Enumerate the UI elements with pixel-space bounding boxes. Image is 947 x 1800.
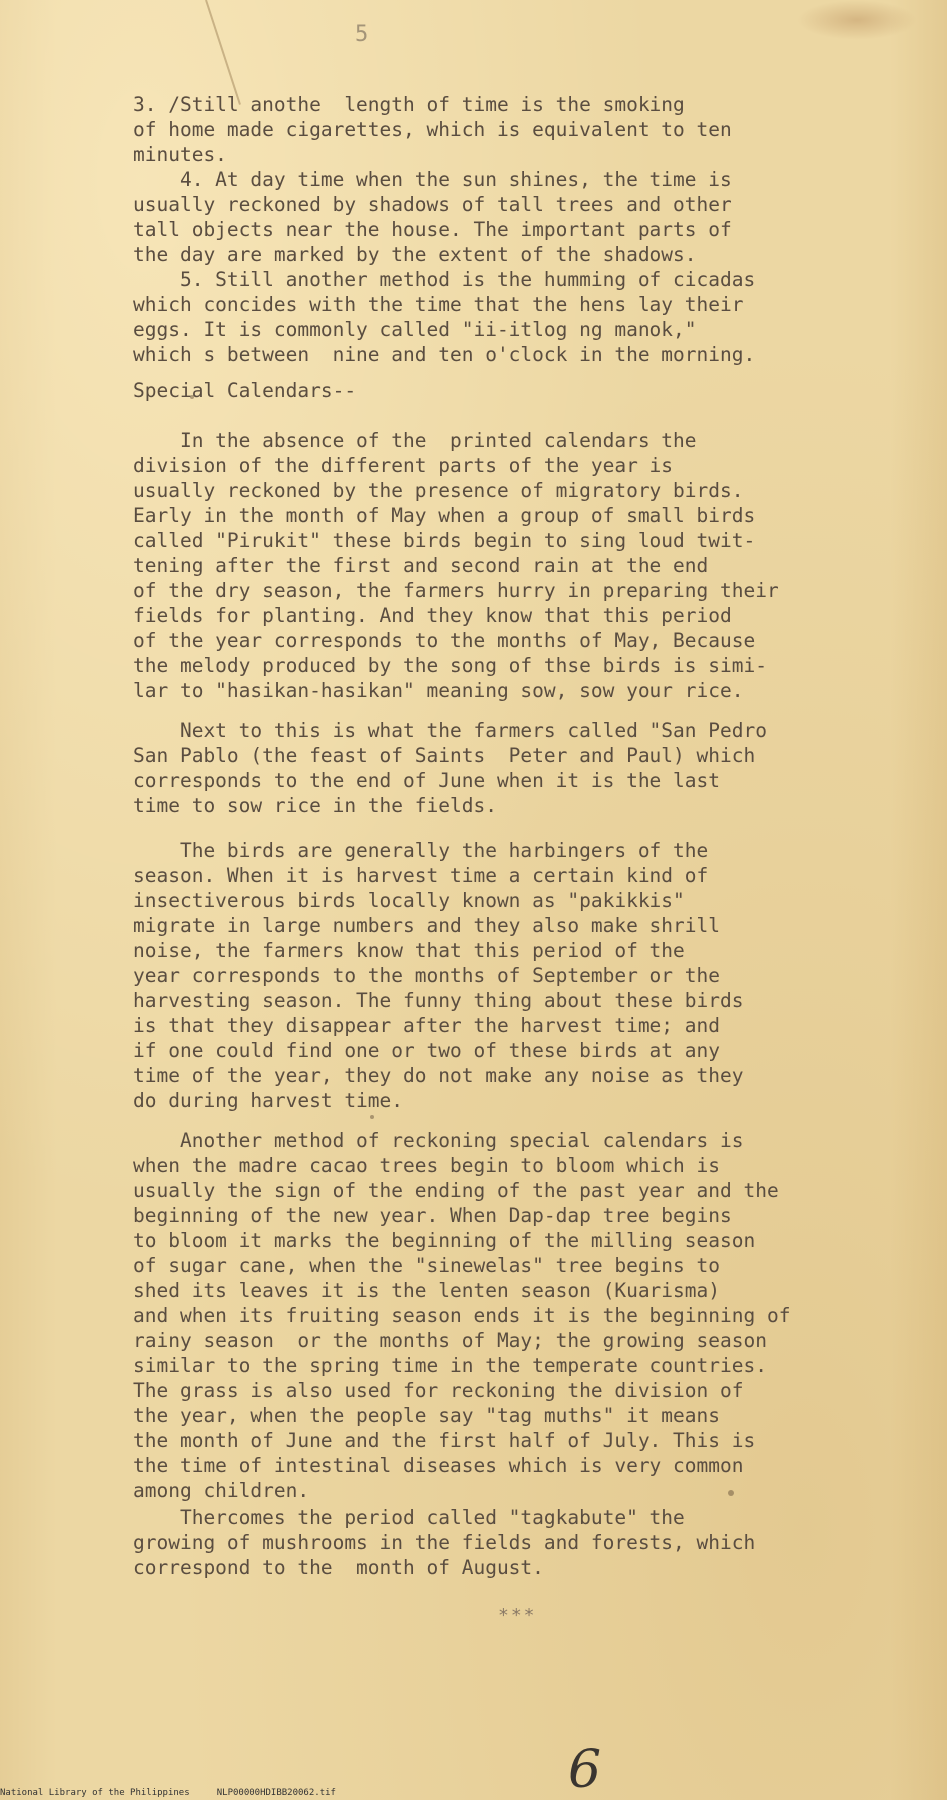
text-line: division of the different parts of the year is [133, 454, 674, 477]
text-line: Another method of reckoning special calendars is [133, 1129, 744, 1152]
text-line: and when its fruiting season ends it is the beginning of [133, 1304, 791, 1327]
text-line: which concides with the time that the hens lay their [133, 293, 744, 316]
text-line: eggs. It is commonly called "ii-itlog ng manok," [133, 318, 697, 341]
text-line: 3. /Still anothe length of time is the smoking [133, 93, 685, 116]
text-line: shed its leaves it is the lenten season (Kuarisma) [133, 1279, 720, 1302]
text-line: insectiverous birds locally known as "pakikkis" [133, 889, 685, 912]
text-line: fields for planting. And they know that this period [133, 604, 732, 627]
text-line: usually reckoned by shadows of tall trees and other [133, 193, 732, 216]
text-line: The birds are generally the harbingers of the [133, 839, 709, 862]
text-line: which s between nine and ten o'clock in the morning. [133, 343, 756, 366]
text-line: usually the sign of the ending of the past year and the [133, 1179, 779, 1202]
page-number: 5 [355, 22, 369, 47]
text-line: the year, when the people say "tag muths" it means [133, 1404, 720, 1427]
text-line: tall objects near the house. The important parts of [133, 218, 732, 241]
ink-speck [370, 1115, 374, 1119]
text-line: of home made cigarettes, which is equivalent to ten [133, 118, 732, 141]
text-line: the month of June and the first half of July. This is [133, 1429, 756, 1452]
text-line: migrate in large numbers and they also make shrill [133, 914, 720, 937]
text-line: 5. Still another method is the humming of cicadas [133, 268, 756, 291]
text-line: 4. At day time when the sun shines, the time is [133, 168, 732, 191]
text-line: do during harvest time. [133, 1089, 404, 1112]
text-line: The grass is also used for reckoning the division of [133, 1379, 744, 1402]
text-line: Early in the month of May when a group of small birds [133, 504, 756, 527]
paragraph-trees-calendar [133, 1128, 790, 1503]
text-line: growing of mushrooms in the fields and forests, which [133, 1531, 756, 1554]
text-line: In the absence of the printed calendars the [133, 429, 697, 452]
text-line: rainy season or the months of May; the growing season [133, 1329, 767, 1352]
text-line: the melody produced by the song of thse birds is simi- [133, 654, 767, 677]
text-line: time to sow rice in the fields. [133, 794, 497, 817]
text-line: season. When it is harvest time a certain kind of [133, 864, 709, 887]
paragraph-harvest-birds [133, 838, 743, 1113]
end-mark: *** [498, 1605, 537, 1626]
text-line: usually reckoned by the presence of migratory birds. [133, 479, 744, 502]
text-line: noise, the farmers know that this period of the [133, 939, 685, 962]
paragraph-time-methods [133, 92, 755, 367]
text-line: minutes. [133, 143, 227, 166]
text-line: if one could find one or two of these birds at any [133, 1039, 720, 1062]
text-line: year corresponds to the months of September or the [133, 964, 720, 987]
text-line: called "Pirukit" these birds begin to sing loud twit- [133, 529, 756, 552]
text-line: time of the year, they do not make any noise as they [133, 1064, 744, 1087]
text-line: the time of intestinal diseases which is very common [133, 1454, 744, 1477]
text-line: of the dry season, the farmers hurry in preparing their [133, 579, 779, 602]
text-line: correspond to the month of August. [133, 1556, 544, 1579]
text-line: Next to this is what the farmers called "San Pedro [133, 719, 767, 742]
text-line: Thercomes the period called "tagkabute" the [133, 1506, 685, 1529]
text-line: is that they disappear after the harvest time; and [133, 1014, 720, 1037]
text-line: tening after the first and second rain at the end [133, 554, 709, 577]
text-line: the day are marked by the extent of the shadows. [133, 243, 697, 266]
paragraph-san-pedro [133, 718, 767, 818]
text-line: similar to the spring time in the temperate countries. [133, 1354, 767, 1377]
section-heading: Special Calendars-- [133, 379, 357, 402]
handwritten-page-number: 6 [568, 1740, 602, 1800]
text-line: corresponds to the end of June when it is the last [133, 769, 720, 792]
paper-stain [797, 0, 917, 40]
footer-caption: National Library of the Philippines NLP00000HDIBB20062.tif [0, 1788, 336, 1798]
paragraph-migratory-birds [133, 428, 779, 703]
paper-fold-mark [205, 0, 241, 105]
text-line: lar to "hasikan-hasikan" meaning sow, sow your rice. [133, 679, 744, 702]
text-line: harvesting season. The funny thing about these birds [133, 989, 744, 1012]
text-line: of the year corresponds to the months of May, Because [133, 629, 756, 652]
text-line: San Pablo (the feast of Saints Peter and Paul) which [133, 744, 756, 767]
text-line: among children. [133, 1479, 310, 1502]
text-line: beginning of the new year. When Dap-dap tree begins [133, 1204, 732, 1227]
text-line: to bloom it marks the beginning of the milling season [133, 1229, 756, 1252]
text-line: when the madre cacao trees begin to bloom which is [133, 1154, 720, 1177]
text-line: of sugar cane, when the "sinewelas" tree begins to [133, 1254, 720, 1277]
paragraph-mushrooms [133, 1505, 755, 1580]
